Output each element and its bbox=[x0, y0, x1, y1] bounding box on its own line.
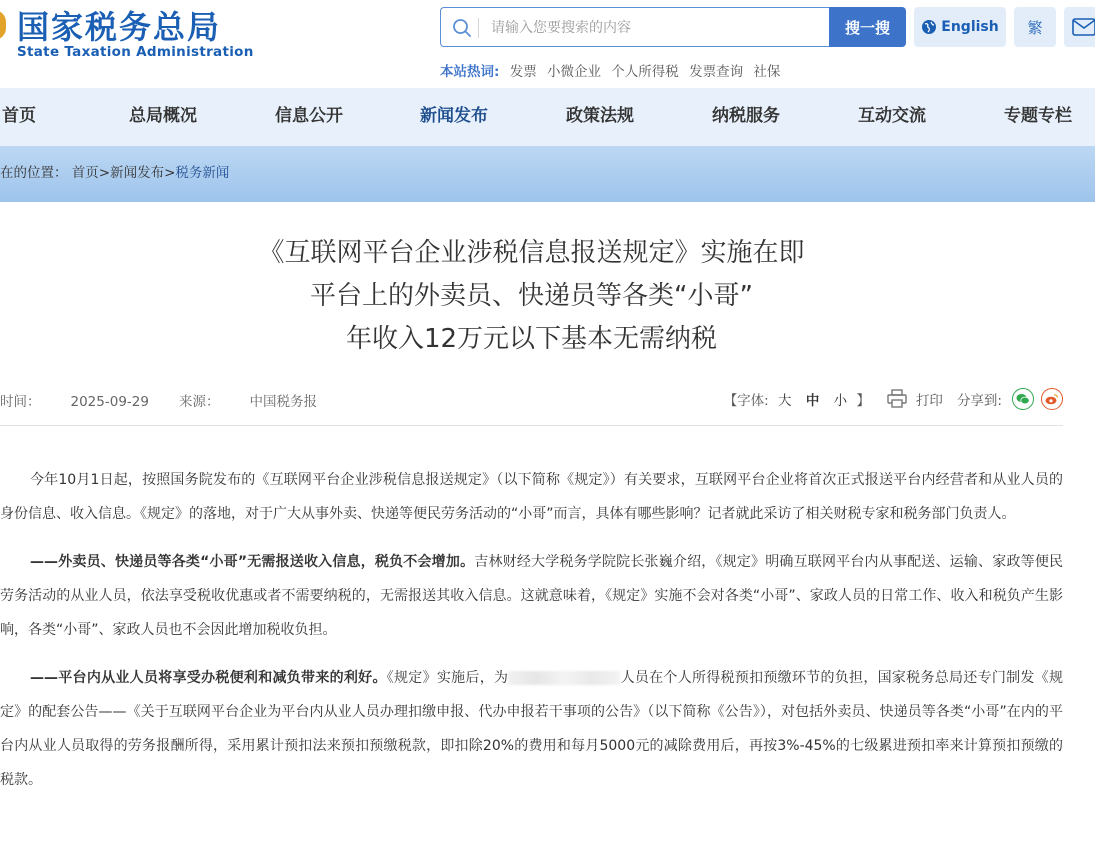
search-input[interactable] bbox=[489, 14, 823, 42]
title-line: 平台上的外卖员、快递员等各类“小哥” bbox=[310, 281, 753, 311]
nav-item-service[interactable]: 纳税服务 bbox=[712, 106, 780, 126]
logo-title[interactable]: 国家税务总局 bbox=[17, 8, 222, 46]
hotword-link[interactable]: 个人所得税 bbox=[611, 64, 679, 80]
article-title bbox=[0, 232, 1063, 361]
article-paragraph bbox=[0, 545, 1063, 647]
breadcrumb-current[interactable]: 税务新闻 bbox=[175, 165, 230, 181]
nav-item-overview[interactable]: 总局概况 bbox=[129, 106, 197, 126]
breadcrumb-separator: > bbox=[164, 165, 176, 181]
paragraph-text: 吉林财经大学税务学院院长张巍介绍，《规定》明确互联网平台内从事配送、运输、家政等便民劳务活动的从业人员，依法享受税收优惠或者不需要纳税的，无需报送其收入信息。这就意味着，《规定》实施不会对各类“小哥”、家政人员的日常工作、收入和税负产生影响，各类“小哥”、家政人员也不会因此增加税收负担。 bbox=[0, 554, 1064, 638]
search-box bbox=[440, 7, 830, 47]
globe-icon bbox=[921, 19, 937, 35]
meta-divider bbox=[0, 425, 1063, 426]
redacted-text bbox=[508, 671, 620, 685]
printer-icon bbox=[886, 389, 908, 409]
font-size-small[interactable]: 小 bbox=[833, 393, 848, 409]
english-button[interactable] bbox=[914, 7, 1006, 47]
mail-icon bbox=[1072, 18, 1095, 36]
hotwords-label: 本站热词: bbox=[440, 64, 500, 80]
nav-item-disclosure[interactable]: 信息公开 bbox=[275, 106, 343, 126]
article-source bbox=[179, 394, 317, 410]
source-label: 来源： bbox=[178, 394, 220, 410]
meta-info bbox=[0, 390, 317, 410]
print-button[interactable] bbox=[886, 389, 943, 409]
emblem-icon[interactable] bbox=[0, 10, 6, 40]
time-value: 2025-09-29 bbox=[70, 394, 149, 410]
font-size-large[interactable]: 大 bbox=[778, 393, 792, 409]
nav-item-topics[interactable]: 专题专栏 bbox=[1004, 106, 1072, 126]
article-paragraph: 今年10月1日起，按照国务院发布的《互联网平台企业涉税信息报送规定》（以下简称《规定》）有关要求，互联网平台企业将首次正式报送平台内经营者和从业人员的身份信息、收入信息。《规定》的落地，对于广大从事外卖、快递等便民劳务活动的“小哥”而言，具体有哪些影响？记者就此采访了相关财税专家和税务部门负责人。 bbox=[0, 472, 1063, 522]
breadcrumb-prefix: 在的位置： bbox=[0, 165, 68, 181]
hotword-link[interactable]: 发票查询 bbox=[689, 64, 744, 80]
breadcrumb bbox=[0, 146, 229, 202]
logo-subtitle[interactable]: State Taxation Administration bbox=[17, 44, 254, 60]
source-value: 中国税务报 bbox=[249, 394, 317, 410]
article-paragraph bbox=[0, 661, 1063, 797]
hotword-link[interactable]: 小微企业 bbox=[547, 64, 601, 80]
breadcrumb-bar bbox=[0, 146, 1095, 202]
traditional-chinese-button[interactable]: 繁 bbox=[1014, 7, 1056, 47]
share-weibo-button[interactable] bbox=[1041, 388, 1063, 410]
font-size-medium[interactable]: 中 bbox=[805, 393, 820, 409]
share-wechat-button[interactable] bbox=[1012, 388, 1034, 410]
nav-item-home[interactable]: 首页 bbox=[2, 106, 36, 126]
nav-item-interaction[interactable]: 互动交流 bbox=[858, 106, 926, 126]
font-size-close: 】 bbox=[856, 393, 870, 409]
search-divider bbox=[478, 18, 479, 38]
main-nav bbox=[0, 88, 1095, 146]
paragraph-lead: ——平台内从业人员将享受办税便利和减负带来的利好。 bbox=[30, 670, 387, 686]
paragraph-text: 《规定》实施后，为 bbox=[386, 670, 509, 686]
time-label: 时间： bbox=[0, 394, 41, 410]
weibo-icon bbox=[1045, 393, 1059, 405]
title-line: 《互联网平台企业涉税信息报送规定》实施在即 bbox=[258, 238, 805, 268]
wechat-icon bbox=[1016, 393, 1030, 405]
article-tools bbox=[724, 388, 1063, 410]
english-label: English bbox=[941, 19, 999, 35]
publish-time bbox=[0, 394, 149, 410]
breadcrumb-home[interactable]: 首页 bbox=[71, 165, 99, 181]
search-button[interactable]: 搜一搜 bbox=[829, 7, 906, 47]
hotword-link[interactable]: 社保 bbox=[753, 64, 781, 80]
article-body bbox=[0, 463, 1063, 811]
hotword-link[interactable]: 发票 bbox=[509, 64, 537, 80]
search-icon bbox=[451, 17, 473, 39]
print-label: 打印 bbox=[915, 393, 943, 409]
breadcrumb-news[interactable]: 新闻发布 bbox=[110, 165, 165, 181]
paragraph-lead: ——外卖员、快递员等各类“小哥”无需报送收入信息，税负不会增加。 bbox=[30, 554, 475, 570]
hotwords-bar bbox=[440, 60, 780, 80]
breadcrumb-separator: > bbox=[98, 165, 111, 181]
article-meta bbox=[0, 390, 1063, 412]
paragraph-text: 人员在个人所得税预扣预缴环节的负担，国家税务总局还专门制发《规定》的配套公告——《关于互联网平台企业为平台内从业人员办理扣缴申报、代办申报若干事项的公告》（以下简称《公告》），对包括外卖员、快递员等各类“小哥”在内的平台内从业人员取得的劳务报酬所得，采用累计预扣法来预扣预缴税款，即扣除20%的费用和每月5000元的减除费用后，再按3%-45%的七级累进预扣率来计算预扣预缴的税款。 bbox=[0, 670, 1063, 788]
font-size-label: 【字体: bbox=[723, 393, 769, 409]
nav-item-policy[interactable]: 政策法规 bbox=[566, 106, 634, 126]
title-line: 年收入12万元以下基本无需纳税 bbox=[345, 324, 718, 354]
font-size-control bbox=[724, 389, 870, 409]
nav-item-news[interactable]: 新闻发布 bbox=[420, 106, 488, 126]
mail-button[interactable] bbox=[1064, 7, 1095, 47]
site-header bbox=[0, 0, 1095, 88]
share-label: 分享到: bbox=[956, 393, 1002, 409]
